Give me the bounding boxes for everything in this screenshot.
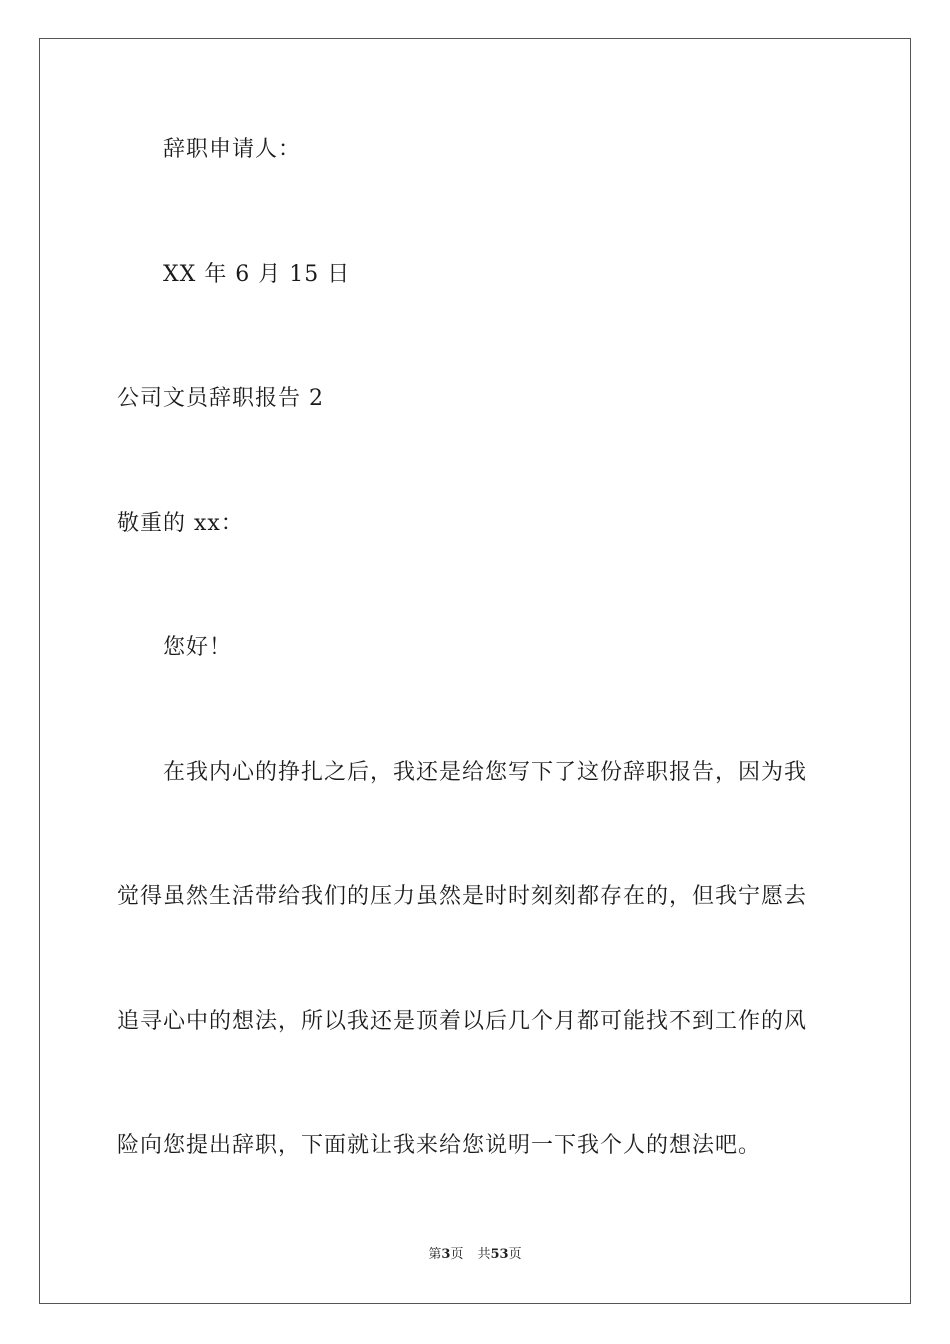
footer-total-pages: 53: [490, 1247, 509, 1262]
footer-total-prefix: 共: [477, 1247, 491, 1262]
footer-page-number: 3: [441, 1247, 451, 1262]
page-footer: [0, 1246, 950, 1264]
footer-total-suffix: 页: [508, 1247, 522, 1262]
salutation: 敬重的 xx：: [117, 511, 244, 536]
body-paragraph-line-2: 觉得虽然生活带给我们的压力虽然是时时刻刻都存在的，但我宁愿去: [117, 884, 808, 909]
body-paragraph-line-4: 险向您提出辞职，下面就让我来给您说明一下我个人的想法吧。: [117, 1133, 762, 1158]
footer-page-suffix: 页: [450, 1247, 464, 1262]
footer-page-prefix: 第: [428, 1247, 442, 1262]
greeting: 您好！: [163, 635, 233, 660]
body-paragraph-line-1: 在我内心的挣扎之后，我还是给您写下了这份辞职报告，因为我: [163, 760, 808, 785]
signature-label: 辞职申请人：: [163, 137, 302, 162]
date-line: XX 年 6 月 15 日: [163, 262, 351, 287]
section-title: 公司文员辞职报告 2: [117, 386, 324, 411]
page-border: [39, 38, 911, 1304]
body-paragraph-line-3: 追寻心中的想法，所以我还是顶着以后几个月都可能找不到工作的风: [117, 1009, 808, 1034]
